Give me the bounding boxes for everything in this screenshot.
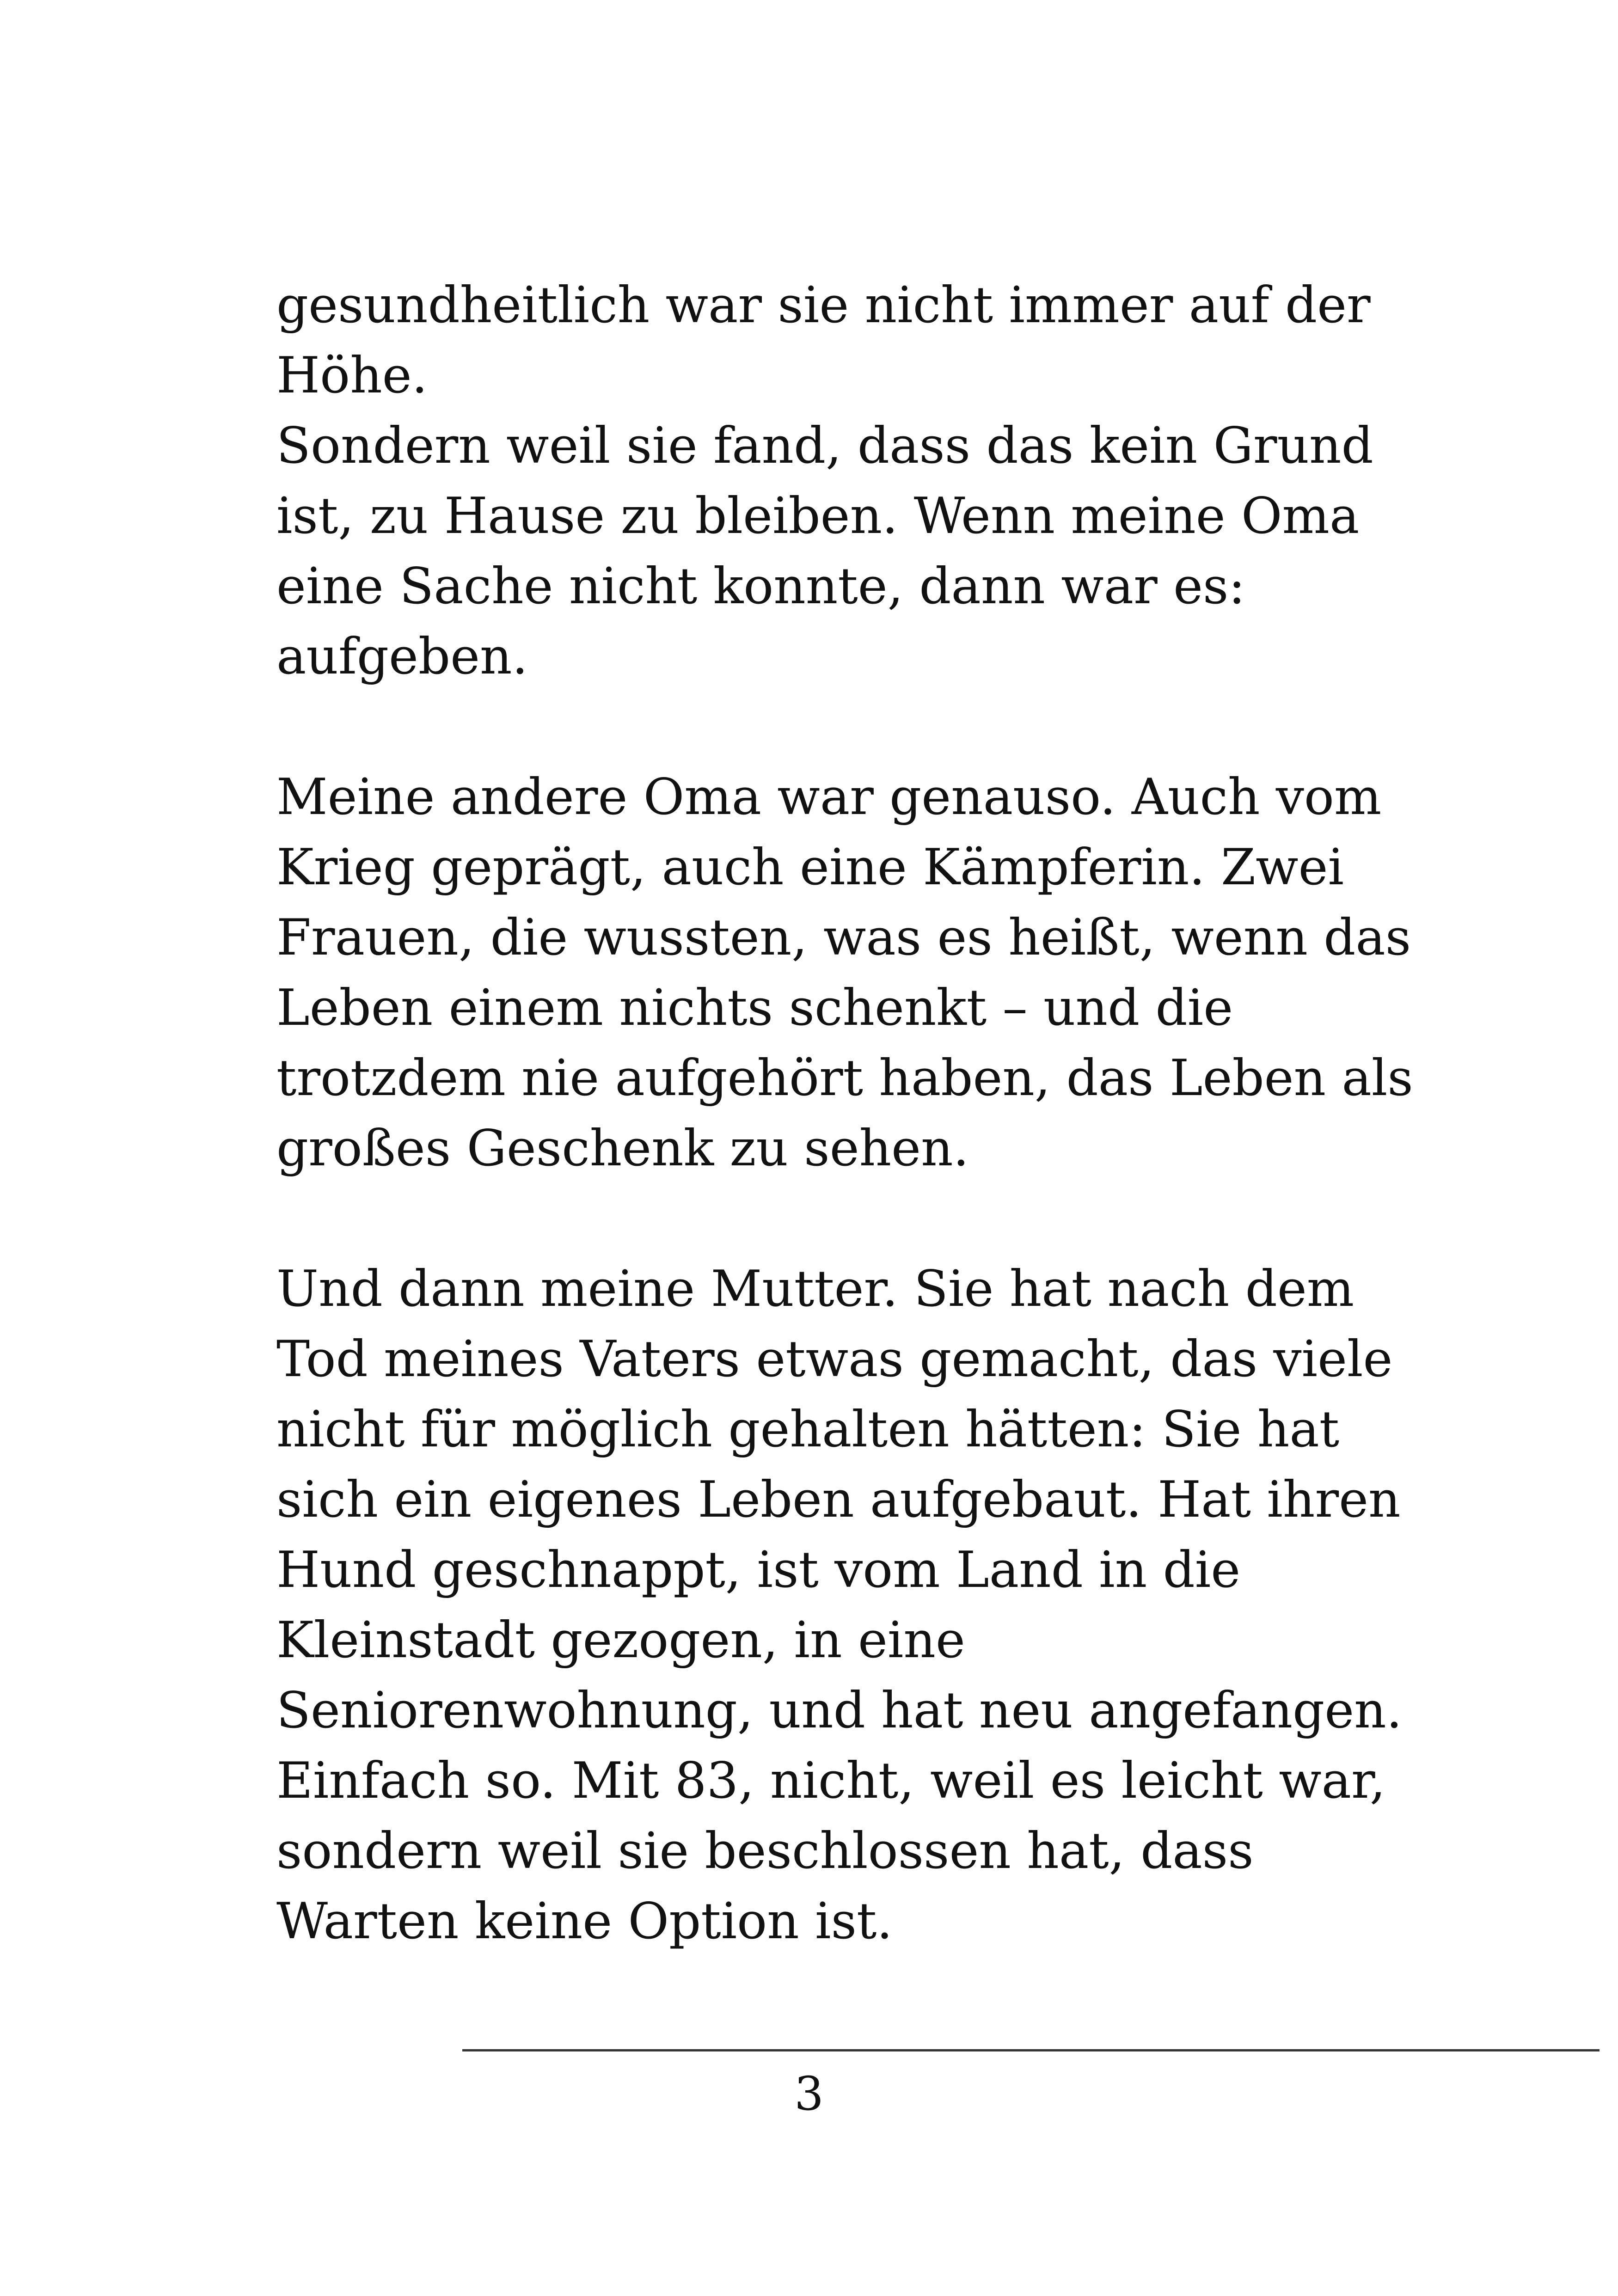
text-line: großes Geschenk zu sehen. (276, 1120, 969, 1177)
text-line: aufgeben. (276, 628, 528, 686)
text-line: Und dann meine Mutter. Sie hat nach dem (276, 1260, 1354, 1318)
text-line: Sondern weil sie fand, dass das kein Grund (276, 417, 1373, 475)
text-line: sich ein eigenes Leben aufgebaut. Hat ihren (276, 1471, 1401, 1529)
text-line: gesundheitlich war sie nicht immer auf der (276, 276, 1371, 334)
text-line: sondern weil sie beschlossen hat, dass (276, 1822, 1254, 1880)
paragraph-gap (276, 1184, 1377, 1254)
text-line: trotzdem nie aufgehört haben, das Leben als (276, 1049, 1413, 1107)
page-number: 3 (794, 2067, 824, 2121)
text-line: Einfach so. Mit 83, nicht, weil es leicht war, (276, 1752, 1386, 1810)
text-line: eine Sache nicht konnte, dann war es: (276, 557, 1245, 615)
text-line: Krieg geprägt, auch eine Kämpferin. Zwei (276, 839, 1344, 896)
body-text (276, 270, 1413, 1957)
text-line: Kleinstadt gezogen, in eine (276, 1611, 965, 1669)
footer-divider (462, 2049, 1600, 2051)
text-line: nicht für möglich gehalten hätten: Sie hat (276, 1401, 1340, 1458)
paragraph-gap (276, 692, 1377, 762)
text-line: Meine andere Oma war genauso. Auch vom (276, 768, 1382, 826)
text-line: Tod meines Vaters etwas gemacht, das viele (276, 1330, 1393, 1388)
text-line: Leben einem nichts schenkt – und die (276, 979, 1233, 1037)
text-line: Seniorenwohnung, und hat neu angefangen. (276, 1682, 1403, 1739)
text-line: Frauen, die wussten, was es heißt, wenn das (276, 909, 1411, 967)
text-line: Warten keine Option ist. (276, 1892, 893, 1950)
text-line: Hund geschnappt, ist vom Land in die (276, 1541, 1241, 1599)
text-line: Höhe. (276, 347, 428, 404)
paragraph-1 (276, 270, 1377, 692)
text-line: ist, zu Hause zu bleiben. Wenn meine Oma (276, 487, 1360, 545)
paragraph-3 (276, 1254, 1403, 1957)
paragraph-2 (276, 762, 1413, 1184)
